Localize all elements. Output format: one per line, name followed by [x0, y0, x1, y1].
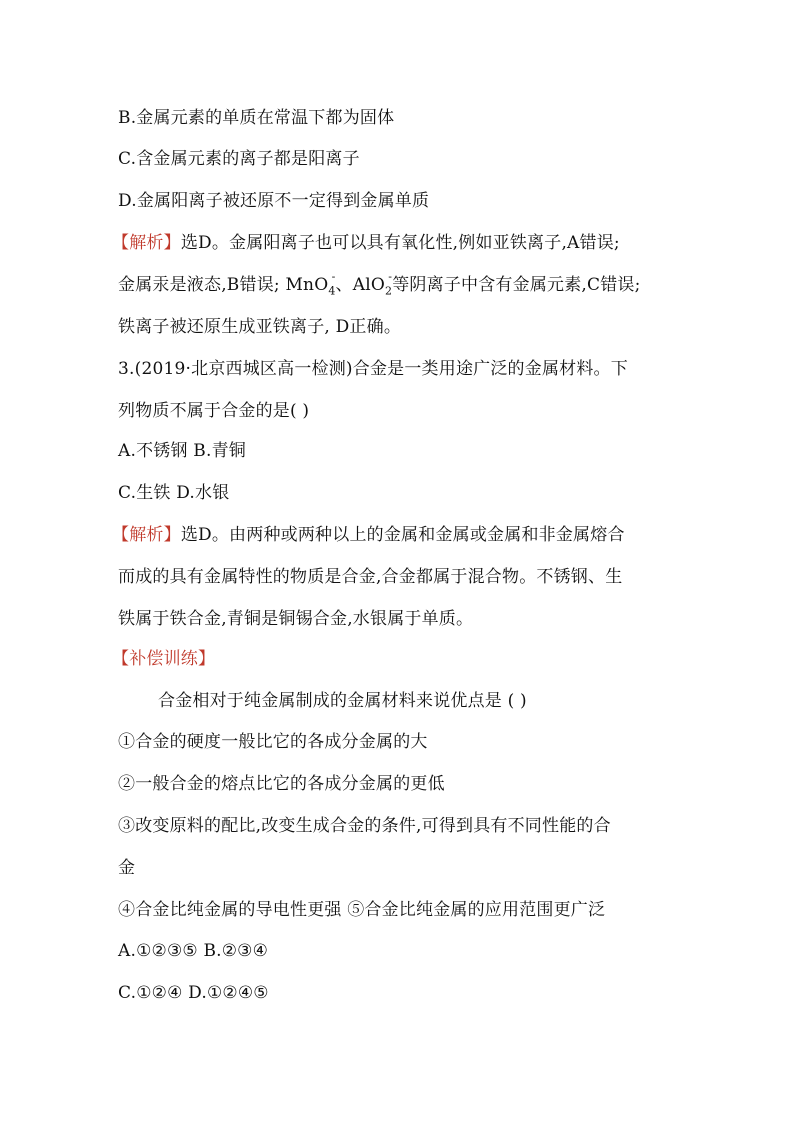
- supplement-item3-line1: ③改变原料的配比,改变生成合金的条件,可得到具有不同性能的合: [118, 816, 611, 836]
- ion-charge: -: [388, 270, 393, 283]
- question3-analysis-line1: [112, 524, 692, 546]
- supplement-tag: 【补偿训练】: [112, 649, 216, 669]
- ion-formula: MnO: [285, 275, 329, 295]
- ion-subscript: 2: [385, 284, 393, 298]
- ion-separator: 、: [335, 275, 353, 295]
- ion-formula: AlO: [352, 275, 386, 295]
- question2-analysis-line3: 铁离子被还原生成亚铁离子, D正确。: [118, 317, 402, 337]
- analysis-text: 选D。由两种或两种以上的金属和金属或金属和非金属熔合: [180, 525, 625, 545]
- question2-option-d: D.金属阳离子被还原不一定得到金属单质: [118, 191, 430, 211]
- question3-analysis-line2: 而成的具有金属特性的物质是合金,合金都属于混合物。不锈钢、生: [118, 567, 623, 587]
- aluminate-ion: [352, 270, 393, 302]
- supplement-item45: ④合金比纯金属的导电性更强 ⑤合金比纯金属的应用范围更广泛: [118, 900, 606, 920]
- supplement-item1: ①合金的硬度一般比它的各成分金属的大: [118, 732, 428, 752]
- analysis-text-part-a: 金属汞是液态,B错误;: [118, 275, 286, 295]
- supplement-stem: 合金相对于纯金属制成的金属材料来说优点是 ( ): [158, 691, 527, 711]
- supplement-item3-line2: 金: [118, 858, 136, 878]
- question3-options-line2: C.生铁 D.水银: [118, 483, 230, 503]
- question3-analysis-line3: 铁属于铁合金,青铜是铜锡合金,水银属于单质。: [118, 609, 474, 629]
- analysis-tag: 【解析】: [112, 233, 181, 253]
- analysis-tag: 【解析】: [112, 525, 181, 545]
- ion-subscript: 4: [328, 284, 336, 298]
- analysis-text: 选D。金属阳离子也可以具有氧化性,例如亚铁离子,A错误;: [180, 233, 620, 253]
- supplement-options-line2: C.①②④ D.①②④⑤: [118, 983, 269, 1003]
- question3-stem-line2: 列物质不属于合金的是( ): [118, 401, 310, 421]
- permanganate-ion: [285, 270, 336, 302]
- question2-option-c: C.含金属元素的离子都是阳离子: [118, 149, 360, 169]
- ion-charge: -: [331, 270, 336, 283]
- analysis-text-part-b: 等阴离子中含有金属元素,C错误;: [392, 275, 641, 295]
- supplement-item2: ②一般合金的熔点比它的各成分金属的更低: [118, 774, 445, 794]
- question2-analysis-line1: [112, 232, 692, 254]
- question3-stem-line1: 3.(2019·北京西城区高一检测)合金是一类用途广泛的金属材料。下: [118, 359, 628, 379]
- question3-options-line1: A.不锈钢 B.青铜: [118, 441, 246, 461]
- supplement-options-line1: A.①②③⑤ B.②③④: [118, 941, 269, 961]
- question2-analysis-line2: [118, 270, 698, 302]
- question2-option-b: B.金属元素的单质在常温下都为固体: [118, 108, 395, 128]
